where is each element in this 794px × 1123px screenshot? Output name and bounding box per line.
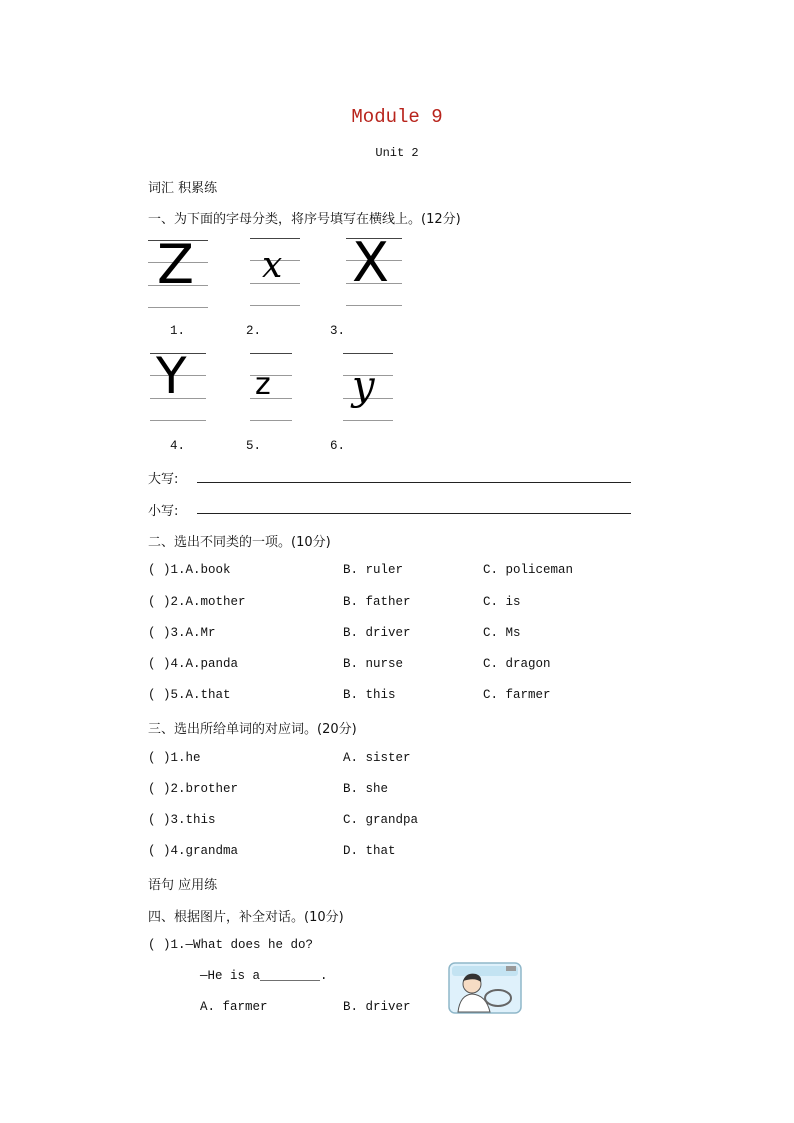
q2-option-b: B. father: [343, 595, 411, 609]
q2-heading: 二、选出不同类的一项。(10分): [148, 535, 331, 550]
q3-option: D. that: [343, 844, 396, 858]
letter-glyph: X: [352, 231, 389, 294]
letter-number: 6.: [330, 439, 346, 453]
q2-option-c: C. is: [483, 595, 521, 609]
q2-option-c: C. policeman: [483, 563, 574, 577]
q4-heading: 四、根据图片，补全对话。(10分): [148, 910, 344, 925]
letter-number: 3.: [330, 324, 346, 338]
uppercase-answer-line[interactable]: [197, 482, 631, 483]
section-sentence-heading: 语句 应用练: [148, 878, 218, 893]
q4-question: ( )1.—What does he do?: [148, 938, 314, 952]
q2-option-c: C. farmer: [483, 688, 551, 702]
letter-glyph: Z: [157, 233, 194, 296]
q3-option: A. sister: [343, 751, 411, 765]
q3-heading: 三、选出所给单词的对应词。(20分): [148, 722, 357, 737]
q2-option-b: B. driver: [343, 626, 411, 640]
driver-illustration: [448, 962, 522, 1014]
page-title: Module 9: [351, 106, 443, 128]
letter-number: 4.: [170, 439, 186, 453]
letter-glyph: Y: [156, 347, 187, 405]
q2-stem: ( )4.A.panda: [148, 657, 239, 671]
q2-option-b: B. ruler: [343, 563, 404, 577]
q2-stem: ( )3.A.Mr: [148, 626, 216, 640]
q2-stem: ( )1.A.book: [148, 563, 231, 577]
lowercase-label: 小写:: [148, 504, 179, 519]
letter-number: 1.: [170, 324, 186, 338]
page-subtitle: Unit 2: [375, 146, 419, 160]
lowercase-answer-line[interactable]: [197, 513, 631, 514]
q2-option-c: C. Ms: [483, 626, 521, 640]
q2-option-c: C. dragon: [483, 657, 551, 671]
uppercase-label: 大写:: [148, 472, 179, 487]
q1-heading: 一、为下面的字母分类，将序号填写在横线上。(12分): [148, 212, 461, 227]
q4-answer-line: —He is a________.: [200, 969, 328, 983]
letter-number: 2.: [246, 324, 262, 338]
q3-option: B. she: [343, 782, 389, 796]
letter-number: 5.: [246, 439, 262, 453]
q4-option-a: A. farmer: [200, 1000, 268, 1014]
q3-option: C. grandpa: [343, 813, 419, 827]
letter-glyph: y: [352, 363, 375, 409]
letter-glyph: x: [262, 245, 283, 286]
q2-option-b: B. this: [343, 688, 396, 702]
q2-stem: ( )2.A.mother: [148, 595, 246, 609]
q2-stem: ( )5.A.that: [148, 688, 231, 702]
q3-stem: ( )2.brother: [148, 782, 239, 796]
q3-stem: ( )4.grandma: [148, 844, 239, 858]
q2-option-b: B. nurse: [343, 657, 404, 671]
q3-stem: ( )1.he: [148, 751, 201, 765]
section-vocab-heading: 词汇 积累练: [148, 181, 218, 196]
q3-stem: ( )3.this: [148, 813, 216, 827]
q4-option-b: B. driver: [343, 1000, 411, 1014]
letter-glyph: z: [255, 367, 271, 402]
